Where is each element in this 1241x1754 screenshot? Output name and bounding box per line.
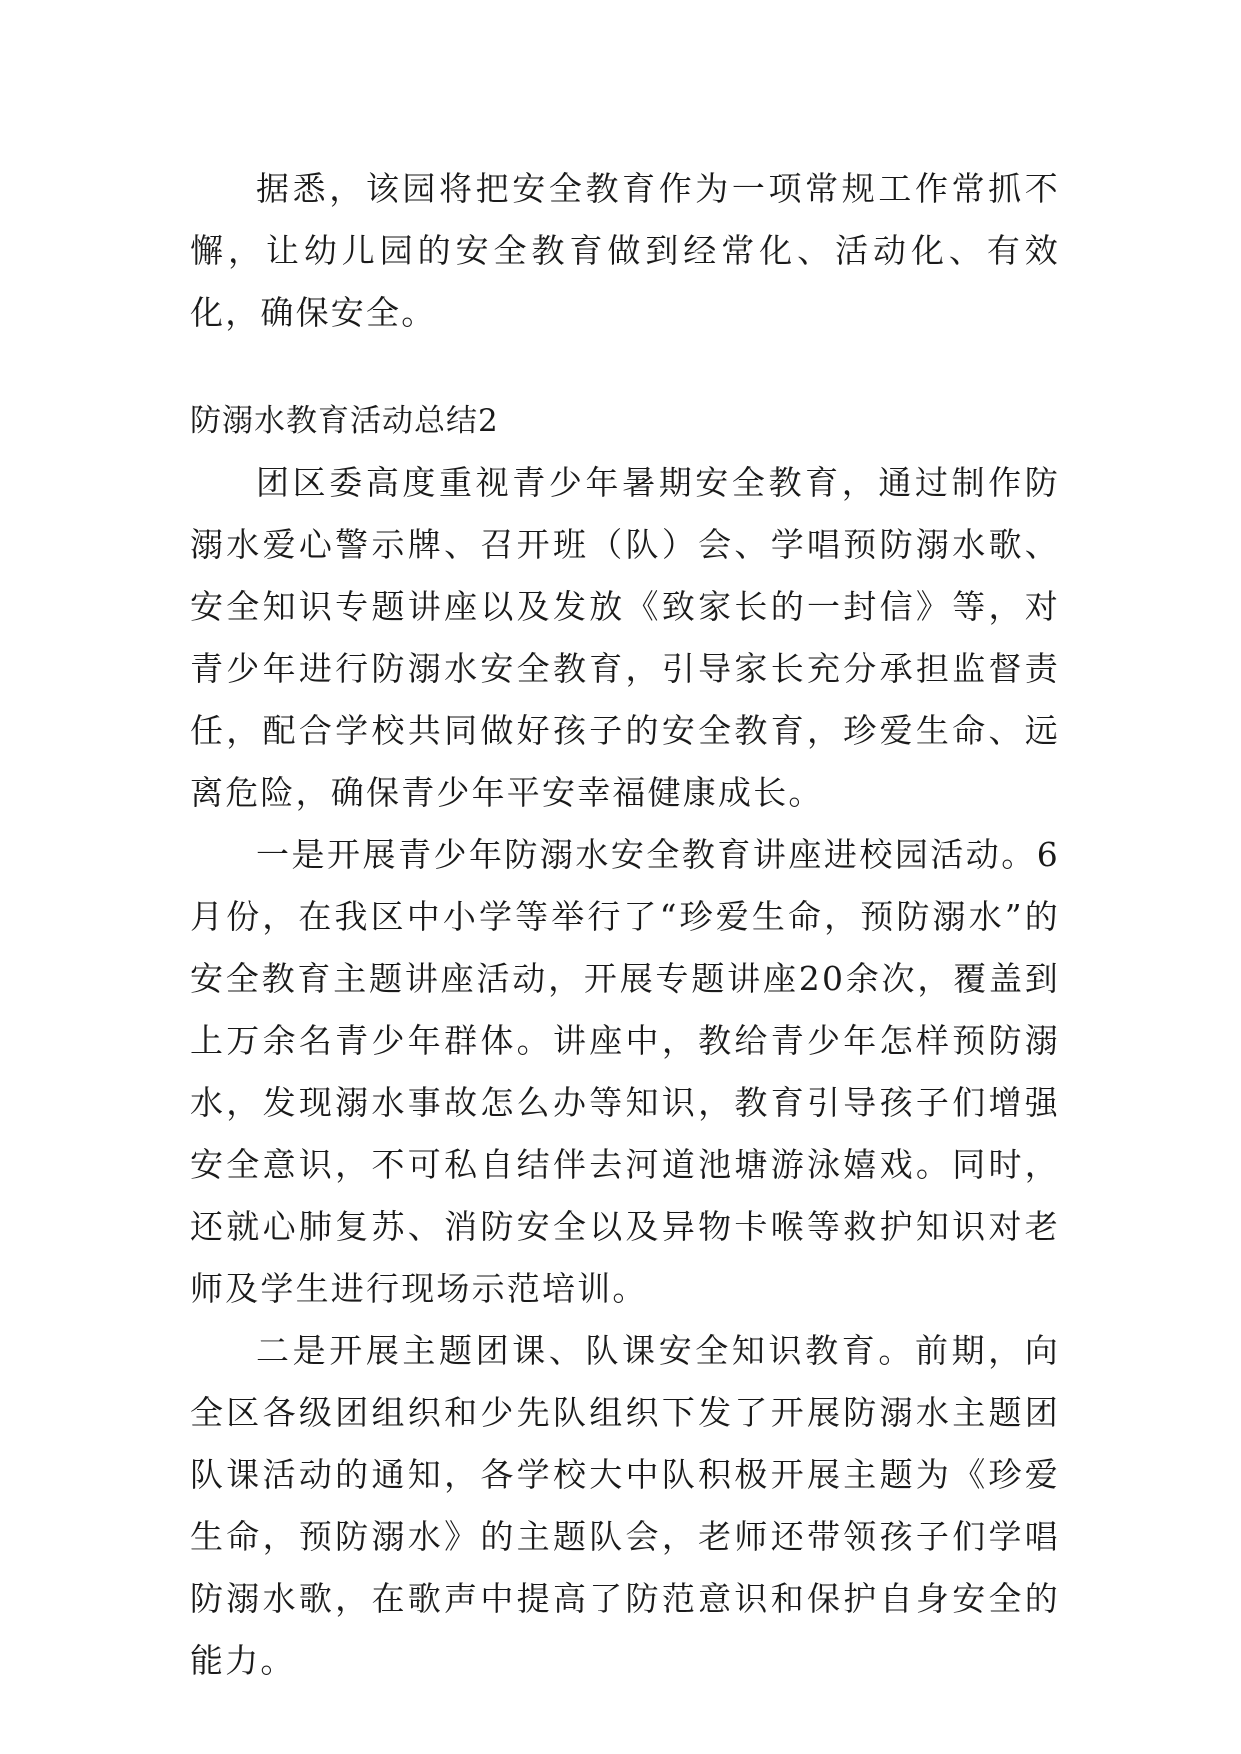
document-body	[190, 158, 1060, 1692]
intro-paragraph: 据悉，该园将把安全教育作为一项常规工作常抓不懈，让幼儿园的安全教育做到经常化、活动化、有效化，确保安全。	[190, 169, 1060, 332]
body-paragraph-3: 二是开展主题团课、队课安全知识教育。前期，向全区各级团组织和少先队组织下发了开展防溺水主题团队课活动的通知，各学校大中队积极开展主题为《珍爱生命，预防溺水》的主题队会，老师还带领孩子们学唱防溺水歌，在歌声中提高了防范意识和保护自身安全的能力。	[190, 1331, 1060, 1680]
body-paragraph-2: 一是开展青少年防溺水安全教育讲座进校园活动。6月份，在我区中小学等举行了“珍爱生命，预防溺水”的安全教育主题讲座活动，开展专题讲座20余次，覆盖到上万余名青少年群体。讲座中，教给青少年怎样预防溺水，发现溺水事故怎么办等知识，教育引导孩子们增强安全意识，不可私自结伴去河道池塘游泳嬉戏。同时，还就心肺复苏、消防安全以及异物卡喉等救护知识对老师及学生进行现场示范培训。	[190, 835, 1060, 1308]
body-paragraph-1: 团区委高度重视青少年暑期安全教育，通过制作防溺水爱心警示牌、召开班（队）会、学唱预防溺水歌、安全知识专题讲座以及发放《致家长的一封信》等，对青少年进行防溺水安全教育，引导家长充分承担监督责任，配合学校共同做好孩子的安全教育，珍爱生命、远离危险，确保青少年平安幸福健康成长。	[190, 463, 1060, 812]
section-title: 防溺水教育活动总结2	[190, 403, 499, 439]
